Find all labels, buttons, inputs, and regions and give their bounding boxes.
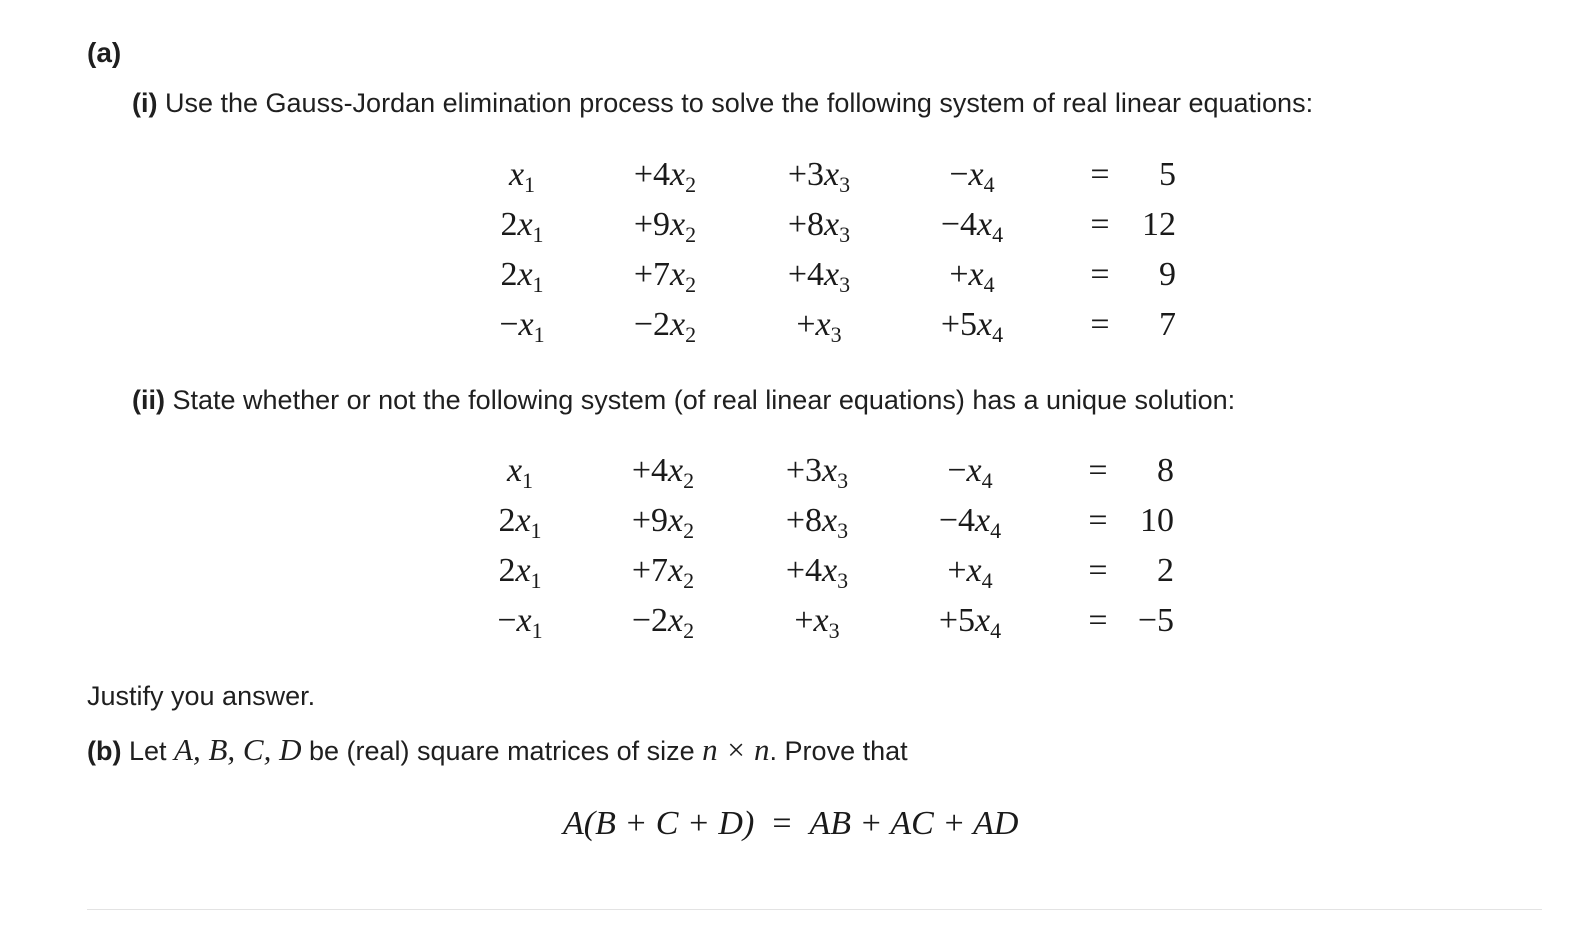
rhs-value: 9 bbox=[1159, 256, 1176, 293]
variable: x bbox=[975, 502, 991, 539]
rhs-value: 12 bbox=[1142, 206, 1176, 243]
variable: x bbox=[966, 452, 982, 489]
subscript: 1 bbox=[532, 272, 544, 297]
variable: x bbox=[670, 306, 686, 343]
coefficient: − bbox=[949, 156, 969, 193]
coefficient: +7 bbox=[631, 552, 669, 589]
variable: x bbox=[824, 206, 840, 243]
subscript: 1 bbox=[530, 518, 542, 543]
subscript: 1 bbox=[522, 468, 534, 493]
variable: x bbox=[668, 602, 684, 639]
equals-sign: = bbox=[1088, 452, 1108, 489]
part-b-label: (b) bbox=[87, 736, 122, 766]
subscript: 2 bbox=[683, 568, 695, 593]
variable: x bbox=[815, 306, 831, 343]
variable: x bbox=[822, 552, 838, 589]
term-r2-c2 bbox=[575, 206, 755, 247]
term-r3-c2 bbox=[573, 552, 753, 593]
variable: x bbox=[668, 502, 684, 539]
equals-sign: = bbox=[1088, 552, 1108, 589]
part-ii-text: State whether or not the following system (of real linear equations) has a unique solution: bbox=[165, 385, 1236, 415]
coefficient: − bbox=[497, 602, 517, 639]
coefficient: −4 bbox=[940, 206, 978, 243]
coefficient: +3 bbox=[785, 452, 823, 489]
subscript: 3 bbox=[837, 468, 849, 493]
part-b-text-before: Let bbox=[121, 736, 175, 766]
coefficient: +7 bbox=[633, 256, 671, 293]
subscript: 2 bbox=[683, 468, 695, 493]
variable: x bbox=[966, 552, 982, 589]
subscript: 1 bbox=[532, 222, 544, 247]
variable: x bbox=[668, 552, 684, 589]
variable: x bbox=[506, 452, 523, 489]
coefficient: +5 bbox=[940, 306, 978, 343]
subscript: 3 bbox=[828, 618, 840, 643]
subscript: 4 bbox=[992, 322, 1004, 347]
subscript: 3 bbox=[837, 518, 849, 543]
subscript: 2 bbox=[685, 272, 697, 297]
subscript: 1 bbox=[524, 172, 536, 197]
coefficient: +4 bbox=[633, 156, 671, 193]
subscript: 4 bbox=[981, 468, 993, 493]
term-r2-c4 bbox=[880, 502, 1060, 543]
subscript: 3 bbox=[839, 272, 851, 297]
subscript: 1 bbox=[530, 568, 542, 593]
coefficient: + bbox=[947, 552, 967, 589]
equals-sign: = bbox=[1088, 502, 1108, 539]
distributive-equation bbox=[563, 805, 1018, 843]
matrix-size: n × n bbox=[702, 732, 770, 767]
coefficient: +9 bbox=[633, 206, 671, 243]
coefficient: 2 bbox=[498, 552, 516, 589]
coefficient: 2 bbox=[498, 502, 516, 539]
part-b-text-middle: be (real) square matrices of size bbox=[301, 736, 703, 766]
coefficient: 2 bbox=[500, 206, 518, 243]
coefficient: +5 bbox=[938, 602, 976, 639]
coefficient: +8 bbox=[785, 502, 823, 539]
equation-equals: = bbox=[772, 805, 792, 842]
equation-lhs: A(B + C + D) bbox=[563, 805, 755, 842]
variable: x bbox=[813, 602, 829, 639]
coefficient: + bbox=[794, 602, 814, 639]
equals-sign: = bbox=[1090, 206, 1110, 243]
part-i-text: Use the Gauss-Jordan elimination process to solve the following system of real linear equations: bbox=[157, 88, 1314, 118]
coefficient: + bbox=[949, 256, 969, 293]
part-i-instruction bbox=[132, 88, 1313, 119]
variable: x bbox=[824, 156, 840, 193]
variable: x bbox=[668, 452, 684, 489]
subscript: 3 bbox=[830, 322, 842, 347]
rhs-value: 10 bbox=[1140, 502, 1174, 539]
term-r4-c4 bbox=[880, 602, 1060, 643]
part-ii-instruction bbox=[132, 385, 1235, 416]
variable: x bbox=[670, 156, 686, 193]
variable: x bbox=[824, 256, 840, 293]
subscript: 4 bbox=[981, 568, 993, 593]
rhs-value: 7 bbox=[1159, 306, 1176, 343]
subscript: 4 bbox=[992, 222, 1004, 247]
part-a-label: (a) bbox=[87, 37, 122, 68]
variable: x bbox=[977, 206, 993, 243]
term-r3-c4 bbox=[880, 552, 1060, 593]
equals-sign: = bbox=[1090, 306, 1110, 343]
variable: x bbox=[517, 206, 533, 243]
equals-sign: = bbox=[1090, 256, 1110, 293]
equals-sign: = bbox=[1090, 156, 1110, 193]
variable: x bbox=[515, 552, 531, 589]
term-r1-c4 bbox=[882, 156, 1062, 197]
subscript: 4 bbox=[990, 518, 1002, 543]
subscript: 4 bbox=[983, 272, 995, 297]
term-r4-c2 bbox=[573, 602, 753, 643]
subscript: 2 bbox=[685, 172, 697, 197]
term-r3-c4 bbox=[882, 256, 1062, 297]
rhs-value: −5 bbox=[1137, 602, 1174, 639]
subscript: 2 bbox=[685, 222, 697, 247]
coefficient: −4 bbox=[938, 502, 976, 539]
variable: x bbox=[508, 156, 525, 193]
variable: x bbox=[968, 256, 984, 293]
variable: x bbox=[975, 602, 991, 639]
subscript: 4 bbox=[983, 172, 995, 197]
coefficient: +3 bbox=[787, 156, 825, 193]
variable: x bbox=[517, 256, 533, 293]
subscript: 2 bbox=[683, 618, 695, 643]
coefficient: + bbox=[796, 306, 816, 343]
subscript: 3 bbox=[839, 172, 851, 197]
variable: x bbox=[515, 502, 531, 539]
term-r3-c2 bbox=[575, 256, 755, 297]
variable: x bbox=[516, 602, 532, 639]
subscript: 2 bbox=[683, 518, 695, 543]
term-r2-c4 bbox=[882, 206, 1062, 247]
rhs-value: 8 bbox=[1157, 452, 1174, 489]
term-r1-c2 bbox=[575, 156, 755, 197]
matrix-names: A, B, C, D bbox=[174, 732, 302, 767]
equation-rhs: AB + AC + AD bbox=[809, 805, 1019, 842]
part-ii-label: (ii) bbox=[132, 385, 165, 415]
subscript: 1 bbox=[531, 618, 543, 643]
variable: x bbox=[977, 306, 993, 343]
coefficient: −2 bbox=[631, 602, 669, 639]
bottom-divider bbox=[87, 909, 1542, 910]
variable: x bbox=[518, 306, 534, 343]
subscript: 4 bbox=[990, 618, 1002, 643]
coefficient: 2 bbox=[500, 256, 518, 293]
part-b-text-after: . Prove that bbox=[769, 736, 908, 766]
equals-sign: = bbox=[1088, 602, 1108, 639]
term-r1-c2 bbox=[573, 452, 753, 493]
variable: x bbox=[670, 256, 686, 293]
variable: x bbox=[822, 452, 838, 489]
variable: x bbox=[670, 206, 686, 243]
coefficient: +4 bbox=[787, 256, 825, 293]
subscript: 2 bbox=[685, 322, 697, 347]
part-i-label: (i) bbox=[132, 88, 158, 118]
coefficient: − bbox=[947, 452, 967, 489]
term-r4-c2 bbox=[575, 306, 755, 347]
rhs-value: 2 bbox=[1157, 552, 1174, 589]
subscript: 1 bbox=[533, 322, 545, 347]
variable: x bbox=[822, 502, 838, 539]
justify-text: Justify you answer. bbox=[87, 681, 316, 711]
coefficient: −2 bbox=[633, 306, 671, 343]
subscript: 3 bbox=[837, 568, 849, 593]
coefficient: +4 bbox=[785, 552, 823, 589]
variable: x bbox=[968, 156, 984, 193]
coefficient: − bbox=[499, 306, 519, 343]
subscript: 3 bbox=[839, 222, 851, 247]
term-r2-c2 bbox=[573, 502, 753, 543]
term-r4-c4 bbox=[882, 306, 1062, 347]
coefficient: +9 bbox=[631, 502, 669, 539]
part-b-instruction bbox=[87, 732, 908, 768]
coefficient: +4 bbox=[631, 452, 669, 489]
term-r1-c4 bbox=[880, 452, 1060, 493]
coefficient: +8 bbox=[787, 206, 825, 243]
rhs-value: 5 bbox=[1159, 156, 1176, 193]
